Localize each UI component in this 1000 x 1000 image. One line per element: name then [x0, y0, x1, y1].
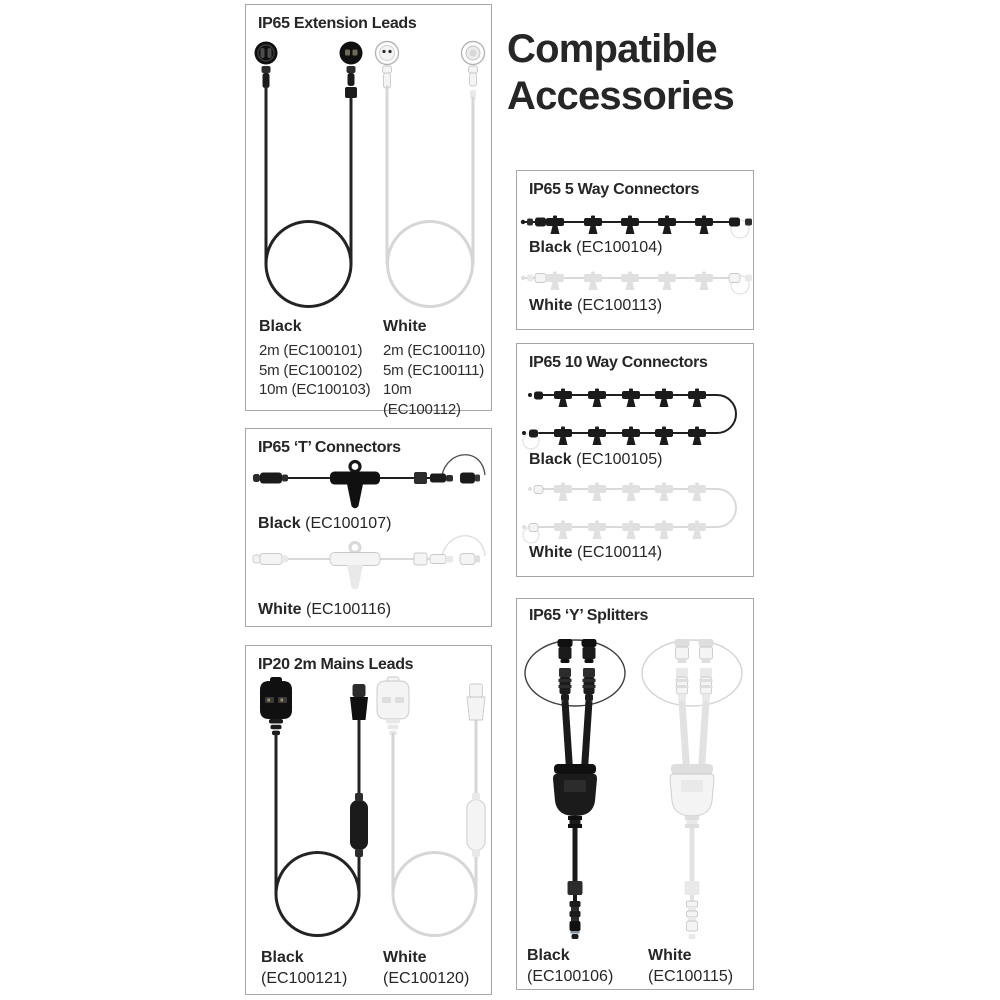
mains-lead-black-icon [260, 677, 368, 936]
extension-white-items [383, 341, 491, 419]
t-connector-white-icon [253, 536, 485, 590]
ten-way-white-label [529, 544, 662, 562]
page-title-line2: Accessories [507, 74, 734, 118]
black-plug-face-icon [340, 42, 363, 65]
extension-black-item: 10m (EC100103) [259, 381, 371, 398]
mains-black-code: (EC100121) [261, 970, 348, 987]
extension-white-item: 2m (EC100110) [383, 342, 486, 359]
extension-white-heading: White [383, 318, 427, 335]
y-splitter-white-icon [642, 639, 742, 939]
mains-white-code: (EC100120) [383, 970, 470, 987]
t-connectors-black-label [258, 515, 391, 533]
five-way-black-name: Black [529, 239, 572, 256]
t-connector-black-icon [253, 455, 485, 509]
ten-way-white-code: (EC100114) [577, 544, 663, 561]
five-way-white-icon [521, 272, 752, 295]
extension-black-items [259, 341, 370, 400]
t-black-name: Black [258, 515, 301, 532]
panel-extension-leads-title: IP65 Extension Leads [258, 15, 417, 32]
t-white-code: (EC100116) [306, 601, 392, 618]
y-splitter-black-label [527, 945, 613, 987]
t-white-name: White [258, 601, 302, 618]
panel-t-connectors [245, 428, 492, 627]
five-way-white-label [529, 297, 662, 315]
y-black-code: (EC100106) [527, 968, 614, 985]
mains-black-name: Black [261, 949, 304, 966]
extension-black-item: 2m (EC100101) [259, 342, 363, 359]
ten-way-black-icon [522, 389, 736, 450]
mains-leads-illustration [246, 646, 493, 996]
mains-white-name: White [383, 949, 427, 966]
ten-way-white-name: White [529, 544, 573, 561]
mains-black-label [261, 947, 347, 989]
page-title [507, 26, 734, 120]
y-splitters-illustration [517, 599, 755, 991]
y-white-name: White [648, 947, 692, 964]
mains-white-label [383, 947, 469, 989]
y-splitter-black-icon [525, 639, 625, 939]
five-way-white-code: (EC100113) [577, 297, 663, 314]
five-way-black-label [529, 239, 662, 257]
t-connectors-white-label [258, 601, 391, 619]
five-way-white-name: White [529, 297, 573, 314]
panel-extension-leads [245, 4, 492, 418]
five-way-black-icon [521, 216, 752, 239]
white-socket-face-icon [462, 42, 485, 65]
extension-black-item: 5m (EC100102) [259, 361, 363, 379]
white-plug-face-icon [376, 42, 399, 65]
ten-way-black-name: Black [529, 451, 572, 468]
y-black-name: Black [527, 947, 570, 964]
panel-5-way-title: IP65 5 Way Connectors [529, 181, 700, 198]
panel-10-way-connectors [516, 343, 754, 577]
mains-lead-white-icon [377, 677, 485, 936]
extension-white-item: 10m (EC100112) [383, 381, 461, 418]
panel-5-way-connectors [516, 170, 754, 330]
panel-10-way-title: IP65 10 Way Connectors [529, 354, 708, 371]
y-white-code: (EC100115) [648, 968, 734, 985]
black-socket-face-icon [255, 42, 278, 65]
panel-y-splitters-title: IP65 ‘Y’ Splitters [529, 607, 649, 624]
panel-mains-leads-title: IP20 2m Mains Leads [258, 656, 414, 673]
ten-way-black-label [529, 451, 662, 469]
y-splitter-white-label [648, 945, 733, 987]
extension-black-heading: Black [259, 318, 302, 335]
panel-y-splitters [516, 598, 754, 990]
page-title-line1: Compatible [507, 27, 717, 71]
five-way-black-code: (EC100104) [576, 239, 663, 256]
panel-mains-leads [245, 645, 492, 995]
panel-t-connectors-title: IP65 ‘T’ Connectors [258, 439, 401, 456]
t-black-code: (EC100107) [305, 515, 392, 532]
ten-way-white-icon [522, 483, 736, 544]
ten-way-black-code: (EC100105) [576, 451, 663, 468]
extension-white-item: 5m (EC100111) [383, 361, 485, 379]
